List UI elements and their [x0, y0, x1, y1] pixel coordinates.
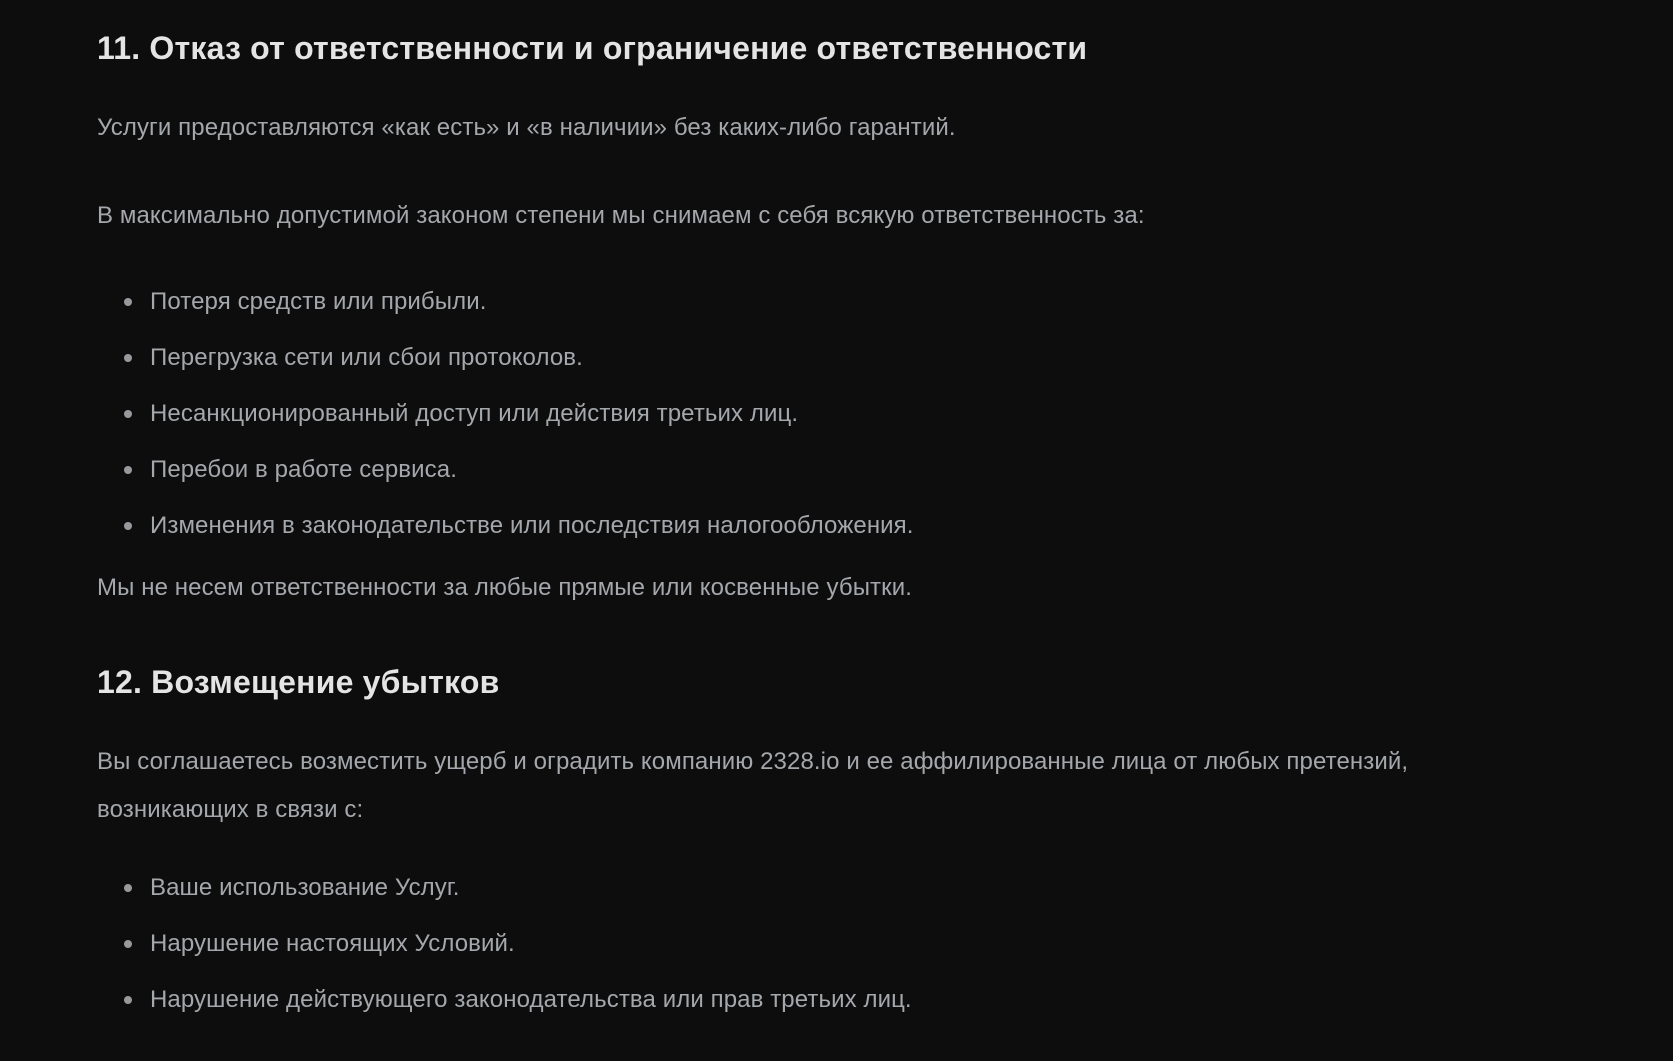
- list-item-text: Изменения в законодательстве или последствия налогообложения.: [150, 512, 914, 539]
- section-12-heading: 12. Возмещение убытков: [97, 664, 500, 700]
- list-item: [97, 452, 1560, 488]
- section-liability: [97, 28, 1560, 612]
- list-item: [97, 284, 1560, 320]
- bullet-dot-icon: [124, 298, 132, 306]
- list-item: [97, 926, 1560, 962]
- list-item-text: Нарушение действующего законодательства или прав третьих лиц.: [150, 986, 912, 1013]
- paragraph-line: Вы соглашаетесь возместить ущерб и оградить компанию 2328.io и ее аффилированные лица от любых претензий,: [97, 748, 1409, 775]
- list-item-text: Нарушение настоящих Условий.: [150, 930, 515, 957]
- list-item-text: Ваше использование Услуг.: [150, 874, 460, 901]
- list-item: [97, 870, 1560, 906]
- list-item: [97, 982, 1560, 1018]
- bullet-dot-icon: [124, 466, 132, 474]
- list-item-text: Несанкционированный доступ или действия третьих лиц.: [150, 400, 799, 427]
- section-11-paragraph-as-is: Услуги предоставляются «как есть» и «в наличии» без каких-либо гарантий.: [97, 114, 956, 141]
- section-12-bullet-list: [97, 870, 1560, 1018]
- section-12-paragraph-intro: [97, 738, 1560, 834]
- list-item-text: Перегрузка сети или сбои протоколов.: [150, 344, 583, 371]
- list-item-text: Потеря средств или прибыли.: [150, 288, 487, 315]
- bullet-dot-icon: [124, 354, 132, 362]
- section-11-bullet-list: [97, 284, 1560, 544]
- bullet-dot-icon: [124, 410, 132, 418]
- bullet-dot-icon: [124, 996, 132, 1004]
- section-11-paragraph-no-liability: Мы не несем ответственности за любые прямые или косвенные убытки.: [97, 574, 913, 601]
- list-item: [97, 508, 1560, 544]
- bullet-dot-icon: [124, 884, 132, 892]
- bullet-dot-icon: [124, 940, 132, 948]
- list-item: [97, 340, 1560, 376]
- list-item-text: Перебои в работе сервиса.: [150, 456, 457, 483]
- bullet-dot-icon: [124, 522, 132, 530]
- section-indemnification: [97, 662, 1560, 1018]
- section-11-heading: 11. Отказ от ответственности и ограничение ответственности: [97, 30, 1088, 66]
- section-11-paragraph-disclaimer-intro: В максимально допустимой законом степени мы снимаем с себя всякую ответственность за:: [97, 202, 1145, 229]
- paragraph-line: возникающих в связи с:: [97, 796, 364, 823]
- list-item: [97, 396, 1560, 432]
